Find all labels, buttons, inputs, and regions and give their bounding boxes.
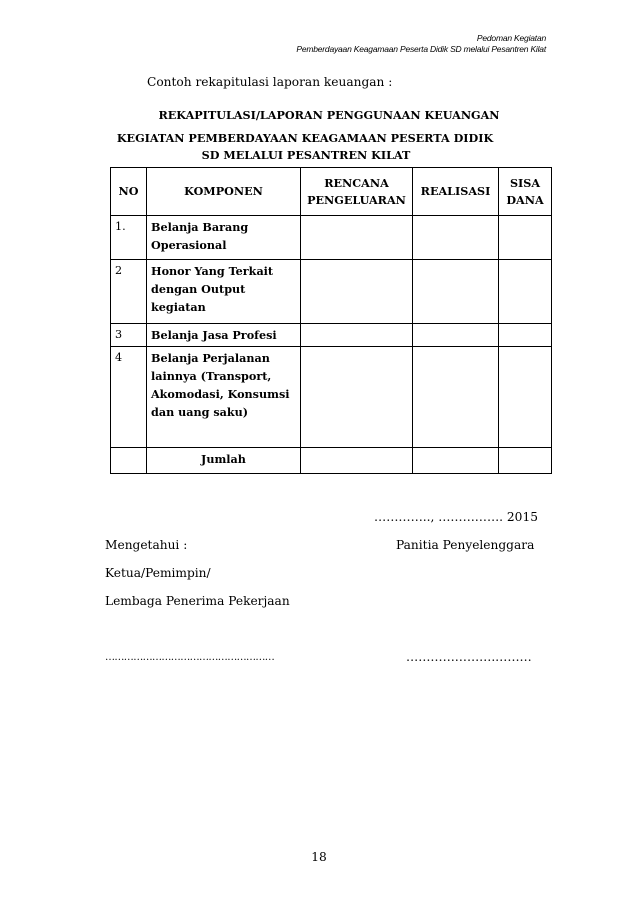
total-realisasi <box>413 448 499 474</box>
row-no: 4 <box>111 347 147 448</box>
table-row <box>111 347 552 448</box>
row-sisa <box>499 260 552 324</box>
header-line-2: Pemberdayaan Keagamaan Peserta Didik SD melalui Pesantren Kilat <box>296 44 546 54</box>
intro-text: Contoh rekapitulasi laporan keuangan : <box>147 75 393 89</box>
total-label: Jumlah <box>147 448 301 474</box>
signature-date: ………….., ……………. 2015 <box>374 510 538 524</box>
header-no: NO <box>111 168 147 216</box>
lembaga-label: Lembaga Penerima Pekerjaan <box>105 594 290 608</box>
table-total-row <box>111 448 552 474</box>
table-row <box>111 260 552 324</box>
row-komponen: Belanja Jasa Profesi <box>147 324 301 347</box>
row-sisa <box>499 324 552 347</box>
row-no: 2 <box>111 260 147 324</box>
header-line-1: Pedoman Kegiatan <box>476 33 546 43</box>
row-rencana <box>301 324 413 347</box>
page-number: 18 <box>311 850 327 864</box>
row-realisasi <box>413 216 499 260</box>
row-realisasi <box>413 324 499 347</box>
table-row <box>111 324 552 347</box>
row-komponen: Belanja Barang Operasional <box>147 216 301 260</box>
mengetahui-label: Mengetahui : <box>105 538 188 552</box>
row-komponen: Belanja Perjalanan lainnya (Transport, Akomodasi, Konsumsi dan uang saku) <box>147 347 301 448</box>
row-sisa <box>499 216 552 260</box>
table-subtitle-2: SD MELALUI PESANTREN KILAT <box>201 148 411 162</box>
row-realisasi <box>413 260 499 324</box>
total-no <box>111 448 147 474</box>
ketua-label: Ketua/Pemimpin/ <box>105 566 211 580</box>
header-realisasi: REALISASI <box>413 168 499 216</box>
signature-line-right: ………………….……… <box>406 650 532 664</box>
header-rencana: RENCANA PENGELUARAN <box>301 168 413 216</box>
total-rencana <box>301 448 413 474</box>
row-rencana <box>301 347 413 448</box>
header-komponen: KOMPONEN <box>147 168 301 216</box>
row-no: 3 <box>111 324 147 347</box>
total-sisa <box>499 448 552 474</box>
recap-table <box>110 167 552 474</box>
table-header-row <box>111 168 552 216</box>
row-rencana <box>301 216 413 260</box>
row-no: 1. <box>111 216 147 260</box>
panitia-label: Panitia Penyelenggara <box>396 538 535 552</box>
table-row <box>111 216 552 260</box>
row-rencana <box>301 260 413 324</box>
header-sisa: SISA DANA <box>499 168 552 216</box>
signature-line-left: ……………………………………………… <box>105 652 275 663</box>
table-title: REKAPITULASI/LAPORAN PENGGUNAAN KEUANGAN <box>158 108 500 122</box>
running-header <box>296 33 546 55</box>
table-subtitle-1: KEGIATAN PEMBERDAYAAN KEAGAMAAN PESERTA DIDIK <box>116 131 494 145</box>
row-realisasi <box>413 347 499 448</box>
row-sisa <box>499 347 552 448</box>
row-komponen: Honor Yang Terkait dengan Output kegiatan <box>147 260 301 324</box>
